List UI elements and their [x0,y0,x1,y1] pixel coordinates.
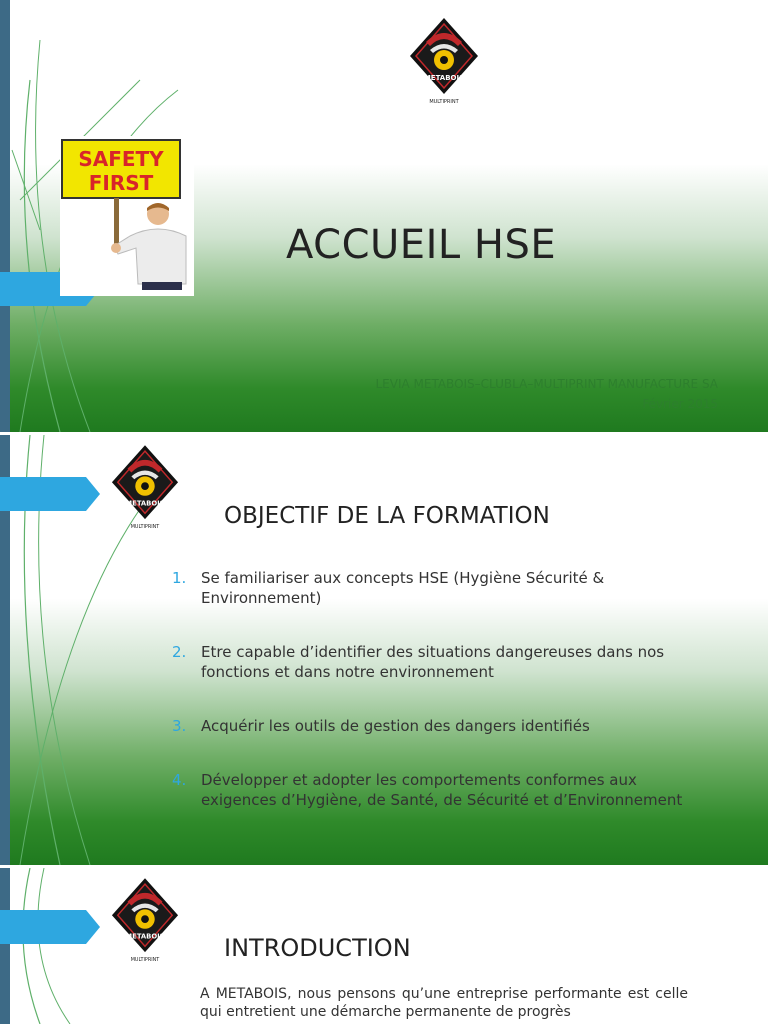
svg-text:METABOIS: METABOIS [125,932,165,941]
svg-text:FIRST: FIRST [88,171,154,195]
list-text: Développer et adopter les comportements conformes aux exigences d’Hygiène, de Santé, de Sécurité et d’Environnement [201,771,683,809]
svg-text:METABOIS: METABOIS [125,499,165,508]
list-item [172,716,692,736]
accent-tab [0,477,100,511]
list-text: Acquérir les outils de gestion des dangers identifiés [201,717,590,735]
list-text: Etre capable d’identifier des situations dangereuses dans nos fonctions et dans notre environnement [201,643,665,681]
svg-text:MULTIPRINT: MULTIPRINT [130,956,160,963]
list-number: 1. [172,569,187,587]
accent-tab [0,910,100,944]
svg-text:MULTIPRINT: MULTIPRINT [429,99,459,105]
safety-first-image [60,136,194,296]
slide-1 [0,0,768,432]
list-item [172,642,692,682]
list-number: 3. [172,717,187,735]
list-item [172,770,692,810]
list-number: 4. [172,771,187,789]
metabois-logo-icon [110,443,180,535]
svg-text:METABOIS: METABOIS [423,74,465,82]
list-item [172,568,692,608]
section-title: OBJECTIF DE LA FORMATION [224,503,550,529]
section-title: INTRODUCTION [224,934,411,962]
metabois-logo-icon [408,16,480,110]
svg-text:SAFETY: SAFETY [78,147,164,171]
slide-subtitle [375,374,718,414]
safety-first-illustration-icon [60,136,194,296]
metabois-logo-icon [110,876,180,968]
intro-paragraph: A METABOIS, nous pensons qu’une entreprise performante est celle qui entretient une démarche permanente de progrès [200,986,688,1020]
subtitle-line: LEVIA METABOIS–CLUBLA–MULTIPRINT MANUFACTURE SA [375,377,718,391]
page-title: ACCUEIL HSE [286,222,557,268]
subtitle-date: Février 2015 [642,397,718,411]
list-number: 2. [172,643,187,661]
objectives-list [172,568,692,810]
svg-text:MULTIPRINT: MULTIPRINT [130,523,160,530]
list-text: Se familiariser aux concepts HSE (Hygiène Sécurité & Environnement) [201,569,605,607]
